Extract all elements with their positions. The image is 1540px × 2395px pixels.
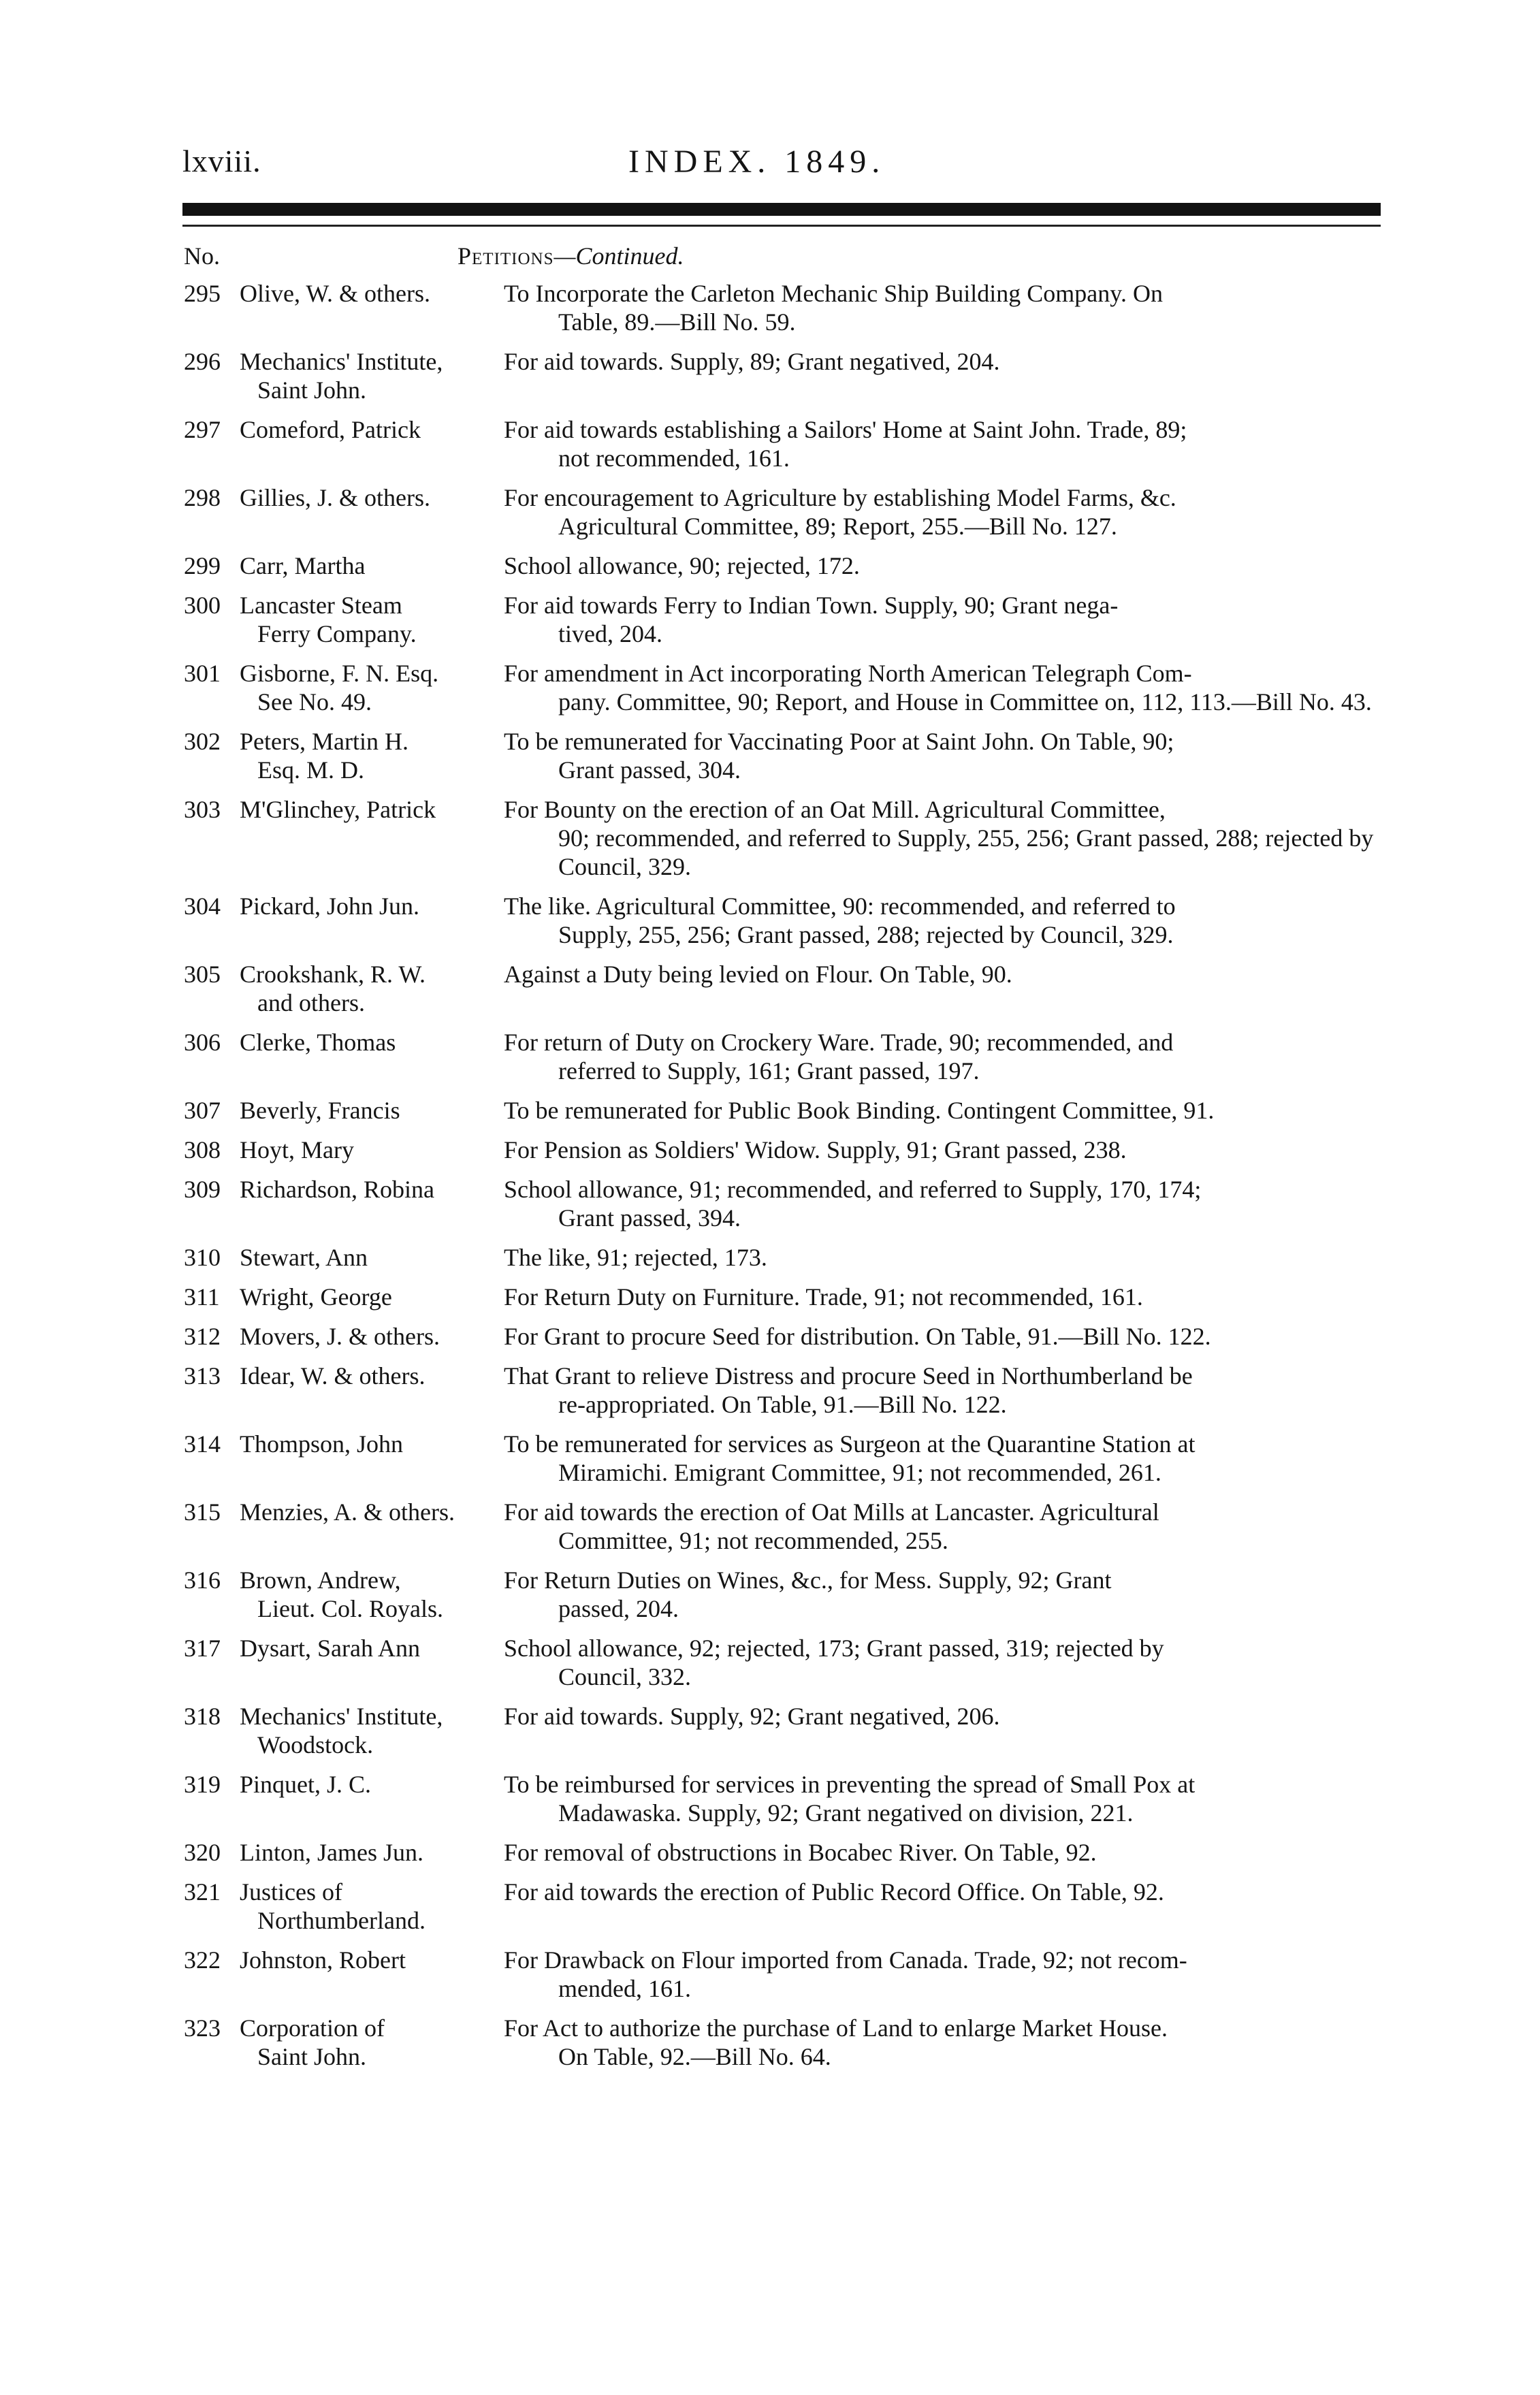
- petitioner-name: [231, 1946, 504, 2003]
- petition-description: [504, 1430, 1383, 1487]
- petition-description-line: For amendment in Act incorporating North American Telegraph Com-: [504, 660, 1192, 687]
- petition-description-line: For Drawback on Flour imported from Canada. Trade, 92; not recom-: [504, 1946, 1187, 1974]
- petitioner-name: [231, 1770, 504, 1827]
- entry-number: 321: [184, 1878, 221, 1906]
- petitioner-name: [231, 1430, 504, 1487]
- index-entry: [184, 2014, 1383, 2071]
- petitioner-name-line: Idear, W. & others.: [240, 1362, 426, 1389]
- section-heading-continued: —Continued.: [554, 242, 684, 270]
- petitioner-name: [231, 1634, 504, 1691]
- petition-description-line: For removal of obstructions in Bocabec River. On Table, 92.: [504, 1839, 1097, 1866]
- petitioner-name: [231, 1028, 504, 1085]
- petitioner-name-line: Gisborne, F. N. Esq.: [240, 660, 439, 687]
- index-entry: [184, 795, 1383, 881]
- section-heading-label: Petitions: [458, 242, 554, 270]
- petitioner-name: [231, 1838, 504, 1867]
- petition-description-line: For aid towards establishing a Sailors' Home at Saint John. Trade, 89;: [504, 416, 1187, 443]
- index-entry: [184, 1136, 1383, 1164]
- index-entry: [184, 1702, 1383, 1759]
- entry-number: 320: [184, 1839, 221, 1866]
- petitioner-name-line: Mechanics' Institute,: [240, 1703, 443, 1730]
- petitioner-name-line: Corporation of: [240, 2014, 385, 2042]
- petitioner-name: [231, 1136, 504, 1164]
- petition-description-line: School allowance, 92; rejected, 173; Grant passed, 319; rejected by: [504, 1635, 1164, 1662]
- index-entry: [184, 1283, 1383, 1311]
- entry-number: 309: [184, 1176, 221, 1203]
- petitioner-name: [231, 659, 504, 716]
- petitioner-name-line: Linton, James Jun.: [240, 1839, 423, 1866]
- petition-description: [504, 1243, 1383, 1272]
- index-entry: [184, 551, 1383, 580]
- index-entry: [184, 960, 1383, 1017]
- index-entry: [184, 415, 1383, 472]
- petitioner-name-line: Stewart, Ann: [240, 1244, 368, 1271]
- petitioner-name-line: Ferry Company.: [257, 620, 417, 647]
- petition-description-line: Supply, 255, 256; Grant passed, 288; rejected by Council, 329.: [558, 921, 1174, 948]
- petitioner-name-line: Peters, Martin H.: [240, 728, 408, 755]
- petitioner-name-line: M'Glinchey, Patrick: [240, 796, 436, 823]
- petitioner-name-line: Hoyt, Mary: [240, 1136, 354, 1163]
- index-entry: [184, 1322, 1383, 1351]
- petition-description-line: School allowance, 90; rejected, 172.: [504, 552, 860, 579]
- entry-number: 298: [184, 484, 221, 511]
- petition-description: [504, 591, 1383, 648]
- petition-description: [504, 2014, 1383, 2071]
- index-entry: [184, 591, 1383, 648]
- index-entry: [184, 1096, 1383, 1125]
- petition-description-line: Against a Duty being levied on Flour. On Table, 90.: [504, 961, 1012, 988]
- entry-number: 317: [184, 1635, 221, 1662]
- petition-description: [504, 1175, 1383, 1232]
- petition-description: [504, 1566, 1383, 1623]
- petition-description-line: To be remunerated for services as Surgeon at the Quarantine Station at: [504, 1430, 1196, 1458]
- petition-description-line: mended, 161.: [558, 1975, 691, 2002]
- petitioner-name: [231, 551, 504, 580]
- petitioner-name-line: Lieut. Col. Royals.: [257, 1595, 443, 1622]
- petition-description-line: The like, 91; rejected, 173.: [504, 1244, 767, 1271]
- petitioner-name: [231, 1322, 504, 1351]
- petition-description: [504, 960, 1383, 1017]
- petitioner-name-line: Brown, Andrew,: [240, 1566, 401, 1594]
- section-heading: [458, 242, 684, 270]
- petitioner-name-line: Pickard, John Jun.: [240, 893, 419, 920]
- petition-description: [504, 347, 1383, 404]
- entry-number: 322: [184, 1946, 221, 1974]
- petition-description: [504, 1946, 1383, 2003]
- index-entry: [184, 1362, 1383, 1419]
- entry-number: 318: [184, 1703, 221, 1730]
- petitioner-name: [231, 1175, 504, 1232]
- index-entry: [184, 483, 1383, 541]
- petition-description-line: referred to Supply, 161; Grant passed, 197.: [558, 1057, 980, 1084]
- petition-description: [504, 551, 1383, 580]
- petition-description: [504, 1770, 1383, 1827]
- petitioner-name-line: Movers, J. & others.: [240, 1323, 440, 1350]
- petition-description-line: pany. Committee, 90; Report, and House in Committee on, 112, 113.—Bill No. 43.: [558, 688, 1372, 716]
- petitioner-name: [231, 347, 504, 404]
- petition-description-line: Miramichi. Emigrant Committee, 91; not recommended, 261.: [558, 1459, 1161, 1486]
- index-entry: [184, 1566, 1383, 1623]
- entry-number: 302: [184, 728, 221, 755]
- entry-number: 305: [184, 961, 221, 988]
- entry-number: 304: [184, 893, 221, 920]
- petitioner-name: [231, 483, 504, 541]
- petitioner-name-line: Woodstock.: [257, 1731, 374, 1758]
- column-heading-no: No.: [184, 242, 220, 270]
- petition-description-line: To be remunerated for Public Book Binding. Contingent Committee, 91.: [504, 1097, 1215, 1124]
- petitioner-name-line: Richardson, Robina: [240, 1176, 434, 1203]
- petitioner-name-line: and others.: [257, 989, 365, 1016]
- petitioner-name-line: Gillies, J. & others.: [240, 484, 430, 511]
- index-entry: [184, 727, 1383, 784]
- petition-description-line: For Bounty on the erection of an Oat Mill. Agricultural Committee,: [504, 796, 1166, 823]
- entry-number: 316: [184, 1566, 221, 1594]
- entry-number: 296: [184, 348, 221, 375]
- petition-description-line: For Act to authorize the purchase of Land to enlarge Market House.: [504, 2014, 1168, 2042]
- petition-description-line: For aid towards the erection of Oat Mills at Lancaster. Agricultural: [504, 1498, 1159, 1526]
- petition-description-line: For Grant to procure Seed for distribution. On Table, 91.—Bill No. 122.: [504, 1323, 1211, 1350]
- petitioner-name-line: Dysart, Sarah Ann: [240, 1635, 420, 1662]
- index-entry: [184, 347, 1383, 404]
- petitioner-name: [231, 1243, 504, 1272]
- petitioner-name: [231, 1566, 504, 1623]
- entry-number: 300: [184, 592, 221, 619]
- index-entry: [184, 1946, 1383, 2003]
- entry-number: 323: [184, 2014, 221, 2042]
- petitioner-name: [231, 1702, 504, 1759]
- page-number: lxviii.: [182, 144, 261, 178]
- index-entry: [184, 1175, 1383, 1232]
- petitioner-name-line: Saint John.: [257, 376, 367, 404]
- index-entry: [184, 1838, 1383, 1867]
- petition-description: [504, 659, 1383, 716]
- petition-description-line: Grant passed, 394.: [558, 1204, 741, 1232]
- header-rule-thick: [182, 203, 1381, 216]
- petitioner-name-line: Wright, George: [240, 1283, 392, 1311]
- petition-description: [504, 1136, 1383, 1164]
- petition-description-line: For encouragement to Agriculture by establishing Model Farms, &c.: [504, 484, 1176, 511]
- entry-number: 295: [184, 280, 221, 307]
- petitioner-name-line: Clerke, Thomas: [240, 1029, 396, 1056]
- petition-description: [504, 795, 1383, 881]
- entry-number: 303: [184, 796, 221, 823]
- petitioner-name-line: Comeford, Patrick: [240, 416, 421, 443]
- entry-number: 319: [184, 1771, 221, 1798]
- petitioner-name-line: Saint John.: [257, 2043, 367, 2070]
- index-entry: [184, 1770, 1383, 1827]
- petition-description-line: For Return Duty on Furniture. Trade, 91; not recommended, 161.: [504, 1283, 1143, 1311]
- petitioner-name: [231, 415, 504, 472]
- index-entry: [184, 892, 1383, 949]
- entry-number: 315: [184, 1498, 221, 1526]
- petition-description-line: Grant passed, 304.: [558, 756, 741, 784]
- header-rule-thin: [182, 225, 1381, 227]
- petitioner-name-line: Crookshank, R. W.: [240, 961, 426, 988]
- petitioner-name: [231, 279, 504, 336]
- petitioner-name: [231, 795, 504, 881]
- petition-description-line: The like. Agricultural Committee, 90: recommended, and referred to: [504, 893, 1176, 920]
- petition-description-line: To Incorporate the Carleton Mechanic Ship Building Company. On: [504, 280, 1163, 307]
- petitioner-name: [231, 892, 504, 949]
- petition-description-line: For return of Duty on Crockery Ware. Trade, 90; recommended, and: [504, 1029, 1174, 1056]
- entry-number: 297: [184, 416, 221, 443]
- entry-number: 314: [184, 1430, 221, 1458]
- petitioner-name-line: Carr, Martha: [240, 552, 366, 579]
- petition-description-line: For Return Duties on Wines, &c., for Mess. Supply, 92; Grant: [504, 1566, 1112, 1594]
- petitioner-name-line: Pinquet, J. C.: [240, 1771, 372, 1798]
- petitioner-name-line: Northumberland.: [257, 1907, 426, 1934]
- entry-number: 301: [184, 660, 221, 687]
- index-entry: [184, 1498, 1383, 1555]
- petition-description: [504, 1838, 1383, 1867]
- index-entry: [184, 659, 1383, 716]
- petitioner-name-line: Beverly, Francis: [240, 1097, 400, 1124]
- page-title: INDEX. 1849.: [628, 144, 886, 180]
- index-entry: [184, 1878, 1383, 1935]
- petition-description: [504, 1362, 1383, 1419]
- index-entry: [184, 279, 1383, 336]
- petitioner-name: [231, 727, 504, 784]
- petition-description-line: To be reimbursed for services in preventing the spread of Small Pox at: [504, 1771, 1196, 1798]
- petition-description-line: Table, 89.—Bill No. 59.: [558, 308, 796, 336]
- petitioner-name-line: Thompson, John: [240, 1430, 404, 1458]
- petitioner-name: [231, 960, 504, 1017]
- entry-number: 307: [184, 1097, 221, 1124]
- petition-description-line: For aid towards the erection of Public Record Office. On Table, 92.: [504, 1878, 1164, 1906]
- petition-entries-list: [184, 279, 1383, 2082]
- petitioner-name: [231, 1878, 504, 1935]
- petitioner-name: [231, 1283, 504, 1311]
- petitioner-name-line: Justices of: [240, 1878, 342, 1906]
- petitioner-name: [231, 2014, 504, 2071]
- petition-description-line: tived, 204.: [558, 620, 662, 647]
- petitioner-name: [231, 1096, 504, 1125]
- petition-description-line: Agricultural Committee, 89; Report, 255.—Bill No. 127.: [558, 513, 1117, 540]
- petition-description-line: That Grant to relieve Distress and procure Seed in Northumberland be: [504, 1362, 1193, 1389]
- index-entry: [184, 1634, 1383, 1691]
- petition-description: [504, 1878, 1383, 1935]
- index-entry: [184, 1028, 1383, 1085]
- petitioner-name-line: See No. 49.: [257, 688, 372, 716]
- entry-number: 308: [184, 1136, 221, 1163]
- petition-description-line: Council, 332.: [558, 1663, 691, 1690]
- petition-description-line: For aid towards. Supply, 89; Grant negatived, 204.: [504, 348, 1000, 375]
- petitioner-name: [231, 591, 504, 648]
- petitioner-name-line: Johnston, Robert: [240, 1946, 406, 1974]
- petition-description-line: passed, 204.: [558, 1595, 679, 1622]
- petition-description-line: On Table, 92.—Bill No. 64.: [558, 2043, 831, 2070]
- entry-number: 306: [184, 1029, 221, 1056]
- index-entry: [184, 1243, 1383, 1272]
- petitioner-name-line: Esq. M. D.: [257, 756, 365, 784]
- entry-number: 311: [184, 1283, 220, 1311]
- petition-description-line: Committee, 91; not recommended, 255.: [558, 1527, 948, 1554]
- petition-description-line: School allowance, 91; recommended, and referred to Supply, 170, 174;: [504, 1176, 1202, 1203]
- petition-description-line: not recommended, 161.: [558, 445, 790, 472]
- petitioner-name-line: Menzies, A. & others.: [240, 1498, 455, 1526]
- petition-description: [504, 1283, 1383, 1311]
- petition-description: [504, 415, 1383, 472]
- petition-description: [504, 279, 1383, 336]
- petitioner-name: [231, 1498, 504, 1555]
- petition-description: [504, 1028, 1383, 1085]
- petition-description: [504, 1702, 1383, 1759]
- petitioner-name-line: Olive, W. & others.: [240, 280, 430, 307]
- petition-description: [504, 1634, 1383, 1691]
- petition-description: [504, 727, 1383, 784]
- petition-description: [504, 1096, 1383, 1125]
- petition-description: [504, 1498, 1383, 1555]
- petition-description-line: To be remunerated for Vaccinating Poor at Saint John. On Table, 90;: [504, 728, 1174, 755]
- petition-description-line: For Pension as Soldiers' Widow. Supply, 91; Grant passed, 238.: [504, 1136, 1127, 1163]
- petition-description-line: For aid towards Ferry to Indian Town. Supply, 90; Grant nega-: [504, 592, 1119, 619]
- petitioner-name-line: Mechanics' Institute,: [240, 348, 443, 375]
- page-header: [182, 143, 1381, 191]
- entry-number: 312: [184, 1323, 221, 1350]
- petition-description-line: re-appropriated. On Table, 91.—Bill No. 122.: [558, 1391, 1007, 1418]
- petition-description: [504, 483, 1383, 541]
- petition-description-line: For aid towards. Supply, 92; Grant negatived, 206.: [504, 1703, 1000, 1730]
- entry-number: 313: [184, 1362, 221, 1389]
- petitioner-name: [231, 1362, 504, 1419]
- entry-number: 299: [184, 552, 221, 579]
- petitioner-name-line: Lancaster Steam: [240, 592, 402, 619]
- entry-number: 310: [184, 1244, 221, 1271]
- index-entry: [184, 1430, 1383, 1487]
- petition-description-line: 90; recommended, and referred to Supply, 255, 256; Grant passed, 288; rejected by Council, 329.: [558, 824, 1374, 880]
- petition-description-line: Madawaska. Supply, 92; Grant negatived on division, 221.: [558, 1799, 1134, 1827]
- petition-description: [504, 1322, 1383, 1351]
- petition-description: [504, 892, 1383, 949]
